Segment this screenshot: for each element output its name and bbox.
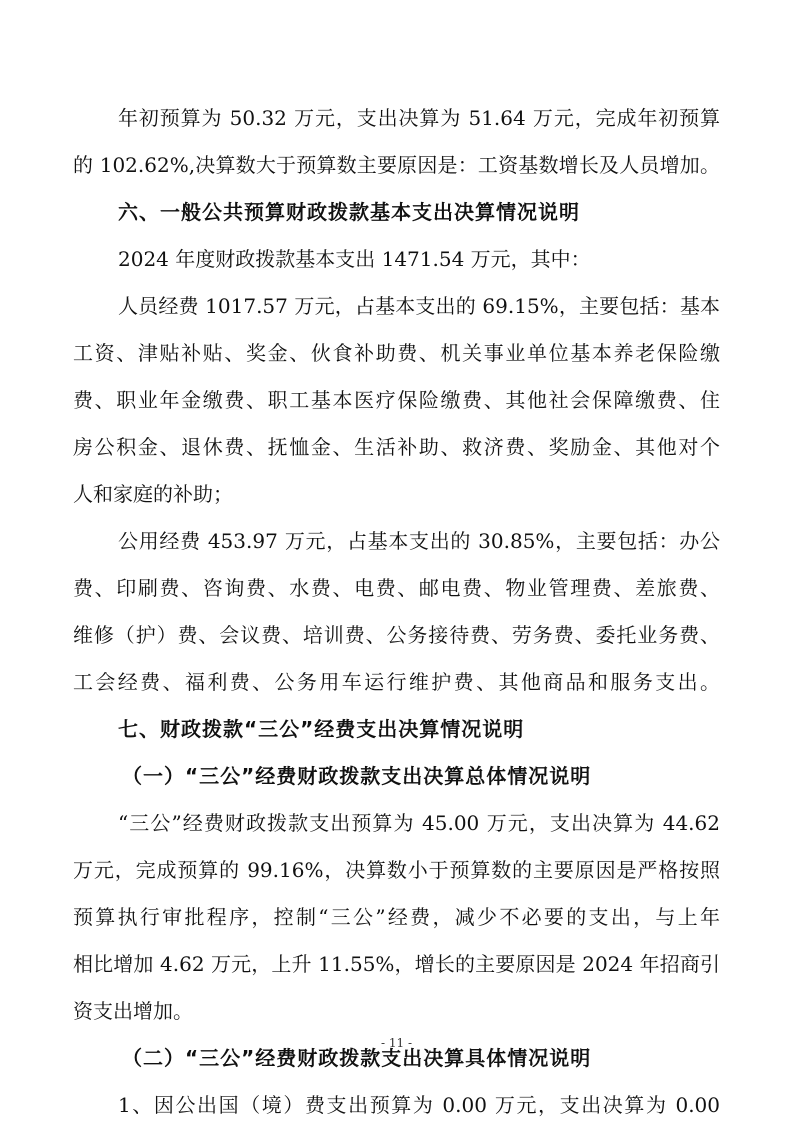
paragraph-line: 维修（护）费、会议费、培训费、公务接待费、劳务费、委托业务费、 bbox=[73, 623, 720, 647]
paragraph-line: 2024 年度财政拨款基本支出 1471.54 万元，其中： bbox=[118, 247, 591, 271]
paragraph-line: 预算执行审批程序，控制“三公”经费，减少不必要的支出，与上年 bbox=[73, 905, 720, 929]
paragraph-line: 相比增加 4.62 万元，上升 11.55%，增长的主要原因是 2024 年招商引 bbox=[73, 952, 720, 976]
paragraph-line: 资支出增加。 bbox=[73, 999, 193, 1023]
section-heading-six: 六、一般公共预算财政拨款基本支出决算情况说明 bbox=[118, 200, 580, 224]
section-heading-seven: 七、财政拨款“三公”经费支出决算情况说明 bbox=[118, 717, 525, 741]
subsection-heading-two: （二）“三公”经费财政拨款支出决算具体情况说明 bbox=[122, 1046, 592, 1070]
paragraph-line: 费、职业年金缴费、职工基本医疗保险缴费、其他社会保障缴费、住 bbox=[73, 388, 720, 412]
paragraph-line: 费、印刷费、咨询费、水费、电费、邮电费、物业管理费、差旅费、 bbox=[73, 576, 720, 600]
paragraph-line: 工资、津贴补贴、奖金、伙食补助费、机关事业单位基本养老保险缴 bbox=[73, 341, 720, 365]
paragraph-line: “三公”经费财政拨款支出预算为 45.00 万元，支出决算为 44.62 bbox=[118, 811, 720, 835]
paragraph-line: 万元，完成预算的 99.16%，决算数小于预算数的主要原因是严格按照 bbox=[73, 858, 720, 882]
paragraph-line: 的 102.62%,决算数大于预算数主要原因是：工资基数增长及人员增加。 bbox=[73, 153, 720, 177]
paragraph-line: 人和家庭的补助； bbox=[73, 482, 233, 506]
paragraph-line: 年初预算为 50.32 万元，支出决算为 51.64 万元，完成年初预算 bbox=[118, 106, 720, 130]
paragraph-line: 人员经费 1017.57 万元，占基本支出的 69.15%，主要包括：基本 bbox=[118, 294, 720, 318]
subsection-heading-one: （一）“三公”经费财政拨款支出决算总体情况说明 bbox=[122, 764, 592, 788]
page-number: - 11 - bbox=[380, 1036, 412, 1050]
paragraph-line: 公用经费 453.97 万元，占基本支出的 30.85%，主要包括：办公 bbox=[118, 529, 720, 553]
paragraph-line: 房公积金、退休费、抚恤金、生活补助、救济费、奖励金、其他对个 bbox=[73, 435, 720, 459]
paragraph-line: 1、因公出国（境）费支出预算为 0.00 万元，支出决算为 0.00 bbox=[118, 1093, 720, 1117]
paragraph-line: 工会经费、福利费、公务用车运行维护费、其他商品和服务支出。 bbox=[73, 670, 720, 694]
